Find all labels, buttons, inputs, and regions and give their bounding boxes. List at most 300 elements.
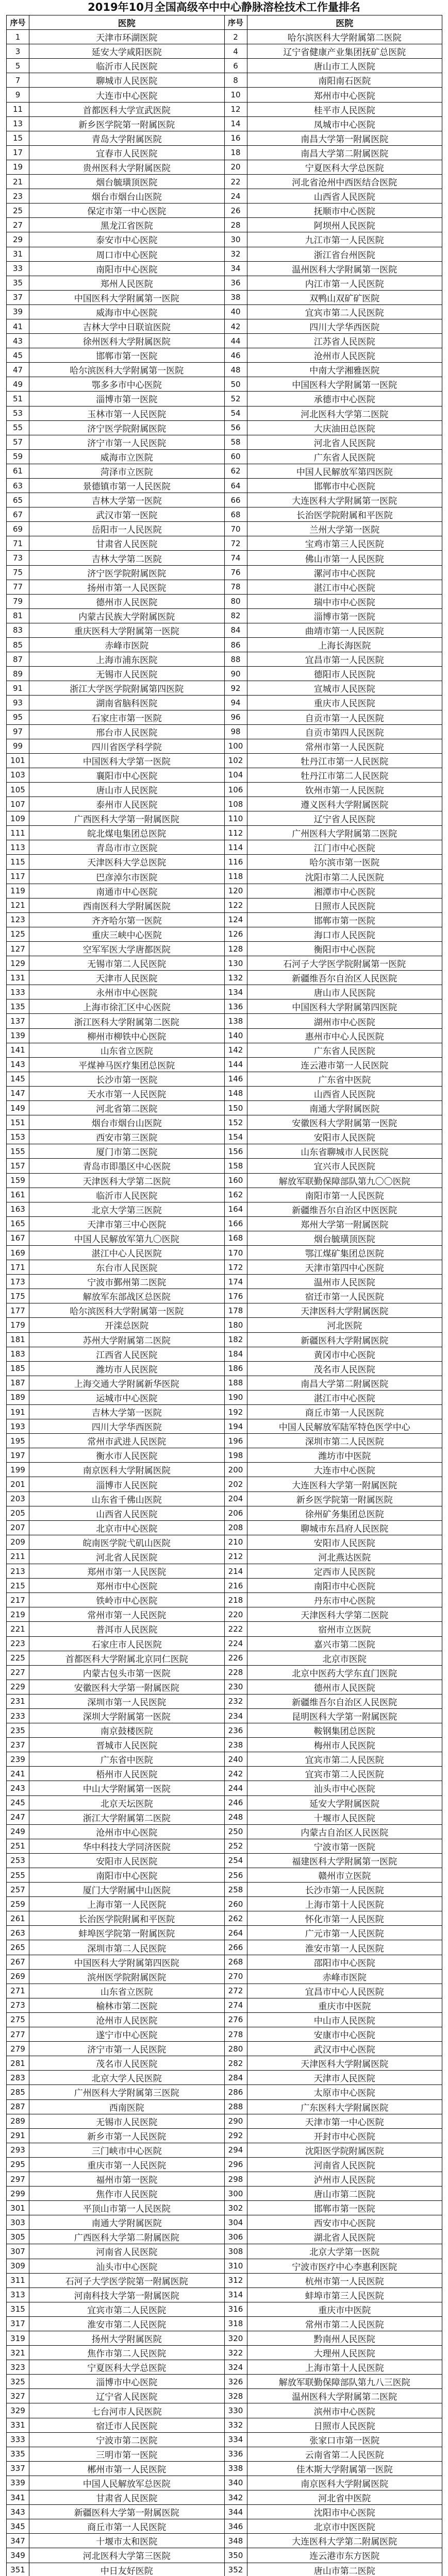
- rank-number: 290: [225, 2114, 247, 2128]
- hospital-name: 兰州大学第一医院: [247, 522, 443, 536]
- rank-number: 13: [7, 117, 29, 131]
- table-row: [7, 1202, 442, 1217]
- hospital-name: 中国医科大学附属第一医院: [29, 291, 225, 304]
- hospital-name: 威海市立医院: [29, 450, 225, 464]
- rank-number: 80: [225, 595, 247, 608]
- rank-number: 300: [225, 2187, 247, 2200]
- table-row: [7, 2158, 442, 2172]
- hospital-name: 唐山市第二医院: [247, 2563, 443, 2576]
- table-row: [7, 754, 442, 768]
- hospital-name: 赤峰市医院: [247, 1970, 443, 1984]
- hospital-name: 德州市人民医院: [247, 1680, 443, 1694]
- hospital-name: 太原市中心医院: [247, 2085, 443, 2099]
- hospital-name: 天津医科大学总医院: [29, 855, 225, 869]
- rank-number: 235: [7, 1723, 29, 1737]
- hospital-name: 上海交通大学附属新华医院: [29, 1376, 225, 1390]
- hospital-name: 齐齐哈尔第一医院: [29, 913, 225, 927]
- rank-number: 312: [225, 2274, 247, 2287]
- table-row: [7, 1926, 442, 1940]
- hospital-name: 扬州大学附属医院: [29, 2331, 225, 2345]
- rank-number: 283: [7, 2071, 29, 2084]
- rank-number: 309: [7, 2259, 29, 2273]
- table-row: [7, 942, 442, 956]
- rank-number: 1: [7, 30, 29, 44]
- rank-number: 87: [7, 652, 29, 666]
- hospital-name: 怀化市第一人民医院: [247, 1911, 443, 1925]
- table-row: [7, 826, 442, 840]
- rank-number: 344: [225, 2505, 247, 2519]
- table-row: [7, 2389, 442, 2403]
- rank-number: 21: [7, 175, 29, 189]
- hospital-name: 徐州医科大学附属医院: [29, 334, 225, 348]
- hospital-name: 临沂市人民医院: [29, 59, 225, 73]
- table-row: [7, 1564, 442, 1579]
- table-row: [7, 696, 442, 710]
- rank-number: 351: [7, 2563, 29, 2576]
- table-row: [7, 189, 442, 204]
- rank-number: 238: [225, 1738, 247, 1752]
- hospital-name: 桂平市人民医院: [247, 103, 443, 116]
- hospital-name: 浙江大学医学院附属第四医院: [29, 681, 225, 695]
- hospital-name: 长沙市第一人民医院: [247, 1883, 443, 1896]
- rank-number: 178: [225, 1303, 247, 1317]
- hospital-name: 中日友好医院: [29, 2563, 225, 2576]
- hospital-name: 普洱市人民医院: [29, 1622, 225, 1636]
- hospital-name: 保定市第一中心医院: [29, 204, 225, 217]
- table-row: [7, 739, 442, 754]
- header-no-left: 序号: [7, 15, 29, 29]
- table-row: [7, 305, 442, 319]
- rank-number: 151: [7, 1115, 29, 1129]
- hospital-name: 大连医科大学附属第一医院: [247, 493, 443, 507]
- table-row: [7, 1694, 442, 1709]
- hospital-name: 重庆医科大学附属第一医院: [29, 623, 225, 637]
- hospital-name: 常州市第一人民医院: [247, 739, 443, 753]
- table-row: [7, 2375, 442, 2389]
- rank-number: 275: [7, 2013, 29, 2027]
- hospital-name: 聊城市人民医院: [29, 73, 225, 87]
- rank-number: 36: [225, 276, 247, 290]
- hospital-name: 河北省人民医院: [29, 1550, 225, 1564]
- rank-number: 9: [7, 88, 29, 101]
- rank-number: 45: [7, 348, 29, 362]
- hospital-name: 长沙市第一医院: [29, 1072, 225, 1086]
- rank-number: 197: [7, 1448, 29, 1462]
- hospital-name: 十堰市太和医院: [29, 2534, 225, 2548]
- table-row: [7, 232, 442, 247]
- rank-number: 303: [7, 2215, 29, 2229]
- hospital-name: 泸州市人民医院: [247, 2172, 443, 2186]
- rank-number: 136: [225, 999, 247, 1013]
- table-row: [7, 392, 442, 406]
- rank-number: 221: [7, 1622, 29, 1636]
- hospital-name: 南京医科大学附属医院: [247, 2476, 443, 2490]
- rank-number: 203: [7, 1492, 29, 1506]
- rank-number: 339: [7, 2476, 29, 2490]
- rank-number: 201: [7, 1477, 29, 1491]
- hospital-name: 茂名市人民医院: [29, 2056, 225, 2070]
- rank-number: 124: [225, 913, 247, 927]
- hospital-name: 上海市第十人民医院: [247, 1897, 443, 1911]
- rank-number: 150: [225, 1101, 247, 1115]
- hospital-name: 十堰市人民医院: [247, 1810, 443, 1824]
- hospital-name: 四川大学华西医院: [247, 319, 443, 333]
- hospital-name: 无锡市人民医院: [29, 667, 225, 681]
- hospital-name: 新乡医学院第一附属医院: [247, 1492, 443, 1506]
- hospital-name: 常州市第二人民医院: [247, 2317, 443, 2331]
- table-row: [7, 1651, 442, 1666]
- header-hospital-left: 医院: [29, 15, 225, 29]
- rank-number: 139: [7, 1029, 29, 1043]
- hospital-name: 宿州市立医院: [247, 1622, 443, 1636]
- rank-number: 96: [225, 710, 247, 724]
- table-row: [7, 464, 442, 479]
- table-row: [7, 2027, 442, 2042]
- table-row: [7, 725, 442, 739]
- table-row: [7, 1955, 442, 1970]
- rank-number: 260: [225, 1897, 247, 1911]
- hospital-name: 德州市人民医院: [29, 595, 225, 608]
- rank-number: 85: [7, 638, 29, 652]
- rank-number: 81: [7, 609, 29, 623]
- table-row: [7, 2056, 442, 2071]
- table-row: [7, 262, 442, 276]
- rank-number: 28: [225, 218, 247, 232]
- table-row: [7, 1174, 442, 1188]
- hospital-name: 黔南州人民医院: [247, 2331, 443, 2345]
- rank-number: 12: [225, 103, 247, 116]
- hospital-name: 宜昌市中心人民医院: [247, 1984, 443, 1998]
- table-row: [7, 1738, 442, 1752]
- rank-number: 288: [225, 2100, 247, 2114]
- rank-number: 291: [7, 2129, 29, 2143]
- table-row: [7, 797, 442, 811]
- table-row: [7, 1144, 442, 1159]
- hospital-name: 黑龙江省医院: [29, 218, 225, 232]
- hospital-name: 焦作市第二人民医院: [29, 2346, 225, 2360]
- table-row: [7, 2143, 442, 2158]
- rank-number: 143: [7, 1058, 29, 1072]
- rank-number: 287: [7, 2100, 29, 2114]
- rank-number: 242: [225, 1767, 247, 1781]
- rank-number: 172: [225, 1260, 247, 1274]
- hospital-name: 广东省人民医院: [247, 1043, 443, 1057]
- hospital-name: 新疆医科大学第一附属医院: [29, 2505, 225, 2519]
- table-row: [7, 2288, 442, 2302]
- hospital-name: 南阳南石医院: [247, 73, 443, 87]
- rank-number: 311: [7, 2274, 29, 2287]
- rank-number: 179: [7, 1318, 29, 1332]
- rank-number: 229: [7, 1680, 29, 1694]
- hospital-name: 邯郸市第一医院: [247, 913, 443, 927]
- rank-number: 26: [225, 204, 247, 217]
- hospital-name: 滨州市中心医院: [247, 2403, 443, 2417]
- hospital-name: 江苏省人民医院: [247, 334, 443, 348]
- hospital-name: 连云港市东方医院: [247, 2548, 443, 2562]
- rank-number: 237: [7, 1738, 29, 1752]
- table-row: [7, 1246, 442, 1260]
- rank-number: 127: [7, 942, 29, 956]
- hospital-name: 安徽医科大学第一附属医院: [29, 1680, 225, 1694]
- table-row: [7, 117, 442, 131]
- hospital-name: 汕头市中心医院: [247, 1781, 443, 1795]
- rank-number: 345: [7, 2519, 29, 2533]
- hospital-name: 安阳市人民医院: [247, 1130, 443, 1144]
- table-row: [7, 1868, 442, 1883]
- table-row: [7, 1521, 442, 1535]
- table-row: [7, 1839, 442, 1854]
- hospital-name: 滨州医学院附属医院: [29, 1970, 225, 1984]
- rank-number: 167: [7, 1231, 29, 1245]
- table-row: [7, 1781, 442, 1795]
- rank-number: 206: [225, 1506, 247, 1520]
- rank-number: 202: [225, 1477, 247, 1491]
- hospital-name: 邢台市人民医院: [29, 725, 225, 739]
- hospital-name: 邯郸市第一医院: [247, 2201, 443, 2215]
- hospital-name: 四川大学华西医院: [29, 1419, 225, 1433]
- table-row: [7, 710, 442, 725]
- rank-number: 10: [225, 88, 247, 101]
- rank-number: 114: [225, 840, 247, 854]
- hospital-name: 昆明医科大学第一附属医院: [247, 1709, 443, 1723]
- rank-number: 157: [7, 1159, 29, 1173]
- hospital-name: 宜宾市第二人民医院: [29, 2302, 225, 2316]
- rank-number: 48: [225, 363, 247, 377]
- table-row: [7, 1303, 442, 1318]
- hospital-name: 梧州市人民医院: [29, 1767, 225, 1781]
- table-row: [7, 348, 442, 363]
- hospital-name: 重庆市中医院: [247, 1998, 443, 2012]
- hospital-name: 石河子大学医学院附属第一医院: [247, 956, 443, 970]
- rank-number: 332: [225, 2418, 247, 2432]
- rank-number: 134: [225, 985, 247, 999]
- table-row: [7, 247, 442, 262]
- hospital-name: 内江市第一人民医院: [247, 276, 443, 290]
- hospital-name: 岳阳市一人民医院: [29, 522, 225, 536]
- hospital-name: 常州市第一人民医院: [29, 1607, 225, 1621]
- rank-number: 165: [7, 1217, 29, 1231]
- rank-number: 264: [225, 1926, 247, 1940]
- rank-number: 30: [225, 232, 247, 246]
- hospital-name: 聊城市东昌府人民医院: [247, 1521, 443, 1535]
- ranking-table: [6, 15, 442, 2576]
- hospital-name: 郑州人民医院: [29, 276, 225, 290]
- hospital-name: 首都医科大学附属北京同仁医院: [29, 1651, 225, 1665]
- hospital-name: 广东省中医院: [247, 1072, 443, 1086]
- hospital-name: 中国医科大学附属第一医院: [247, 377, 443, 391]
- table-row: [7, 2447, 442, 2462]
- hospital-name: 宿迁市第一人民医院: [247, 1289, 443, 1303]
- hospital-name: 新乡市第一人民医院: [29, 2129, 225, 2143]
- hospital-name: 吉林大学中日联谊医院: [29, 319, 225, 333]
- rank-number: 140: [225, 1029, 247, 1043]
- rank-number: 44: [225, 334, 247, 348]
- rank-number: 306: [225, 2230, 247, 2244]
- table-row: [7, 956, 442, 971]
- table-row: [7, 536, 442, 551]
- rank-number: 205: [7, 1506, 29, 1520]
- table-row: [7, 479, 442, 493]
- hospital-name: 沧州市人民医院: [29, 2013, 225, 2027]
- rank-number: 297: [7, 2172, 29, 2186]
- hospital-name: 扬州市第一人民医院: [29, 580, 225, 594]
- hospital-name: 张家口市第一医院: [247, 2433, 443, 2447]
- hospital-name: 新疆医科大学附属医院: [247, 1333, 443, 1347]
- hospital-name: 河北省人民医院: [247, 435, 443, 449]
- table-row: [7, 2548, 442, 2563]
- hospital-name: 沧州市人民医院: [247, 348, 443, 362]
- rank-number: 117: [7, 870, 29, 884]
- hospital-name: 贵州医科大学附属医院: [29, 160, 225, 174]
- hospital-name: 烟台市烟台山医院: [29, 1115, 225, 1129]
- rank-number: 176: [225, 1289, 247, 1303]
- rank-number: 142: [225, 1043, 247, 1057]
- table-row: [7, 30, 442, 44]
- hospital-name: 鞍钢集团总医院: [247, 1723, 443, 1737]
- rank-number: 164: [225, 1202, 247, 1216]
- table-row: [7, 1072, 442, 1087]
- rank-number: 207: [7, 1521, 29, 1535]
- hospital-name: 中国人民解放军总医院: [29, 2476, 225, 2490]
- rank-number: 121: [7, 899, 29, 912]
- rank-number: 222: [225, 1622, 247, 1636]
- table-row: [7, 2433, 442, 2447]
- table-row: [7, 927, 442, 942]
- rank-number: 316: [225, 2302, 247, 2316]
- rank-number: 296: [225, 2158, 247, 2172]
- rank-number: 337: [7, 2462, 29, 2476]
- rank-number: 190: [225, 1391, 247, 1404]
- rank-number: 100: [225, 739, 247, 753]
- table-row: [7, 1362, 442, 1376]
- hospital-name: 茂名市人民医院: [247, 1362, 443, 1376]
- hospital-name: 济宁市第一人民医院: [29, 2042, 225, 2056]
- hospital-name: 延安大学咸阳医院: [29, 44, 225, 58]
- hospital-name: 温州医科大学附属第二医院: [247, 2389, 443, 2403]
- hospital-name: 甘肃省人民医院: [29, 2490, 225, 2504]
- rank-number: 118: [225, 870, 247, 884]
- hospital-name: 黄冈市中心医院: [247, 1347, 443, 1361]
- hospital-name: 无锡市人民医院: [29, 2114, 225, 2128]
- rank-number: 239: [7, 1752, 29, 1766]
- hospital-name: 沧州市中心医院: [29, 1825, 225, 1839]
- rank-number: 285: [7, 2085, 29, 2099]
- hospital-name: 遂宁市中心医院: [29, 2027, 225, 2041]
- rank-number: 324: [225, 2360, 247, 2374]
- hospital-name: 潍坊市中医院: [247, 1448, 443, 1462]
- rank-number: 166: [225, 1217, 247, 1231]
- hospital-name: 宜宾市第二人民医院: [247, 305, 443, 319]
- table-row: [7, 73, 442, 88]
- table-row: [7, 1058, 442, 1072]
- table-row: [7, 1043, 442, 1058]
- table-row: [7, 377, 442, 392]
- hospital-name: 梅州市人民医院: [247, 1738, 443, 1752]
- hospital-name: 宜昌市第一人民医院: [247, 652, 443, 666]
- hospital-name: 宝鸡市第三人民医院: [247, 536, 443, 550]
- table-row: [7, 1318, 442, 1332]
- hospital-name: 吉林大学第一医院: [29, 1405, 225, 1419]
- table-row: [7, 1825, 442, 1839]
- table-row: [7, 44, 442, 59]
- rank-number: 263: [7, 1926, 29, 1940]
- rank-number: 342: [225, 2490, 247, 2504]
- rank-number: 51: [7, 392, 29, 405]
- table-row: [7, 1593, 442, 1607]
- rank-number: 258: [225, 1883, 247, 1896]
- rank-number: 223: [7, 1637, 29, 1651]
- rank-number: 82: [225, 609, 247, 623]
- rank-number: 220: [225, 1607, 247, 1621]
- rank-number: 147: [7, 1087, 29, 1100]
- rank-number: 254: [225, 1854, 247, 1868]
- hospital-name: 开滦总医院: [29, 1318, 225, 1332]
- rank-number: 352: [225, 2563, 247, 2576]
- table-row: [7, 1376, 442, 1391]
- rank-number: 193: [7, 1419, 29, 1433]
- hospital-name: 辽宁省人民医院: [247, 811, 443, 825]
- table-row: [7, 175, 442, 189]
- rank-number: 22: [225, 175, 247, 189]
- table-row: [7, 2230, 442, 2244]
- rank-number: 2: [225, 30, 247, 44]
- hospital-name: 天津医科大学附属医院: [247, 1303, 443, 1317]
- rank-number: 31: [7, 247, 29, 261]
- table-row: [7, 1130, 442, 1144]
- hospital-name: 大连市中心医院: [29, 88, 225, 101]
- hospital-name: 中国医科大学附属第四医院: [247, 999, 443, 1013]
- rank-number: 350: [225, 2548, 247, 2562]
- rank-number: 15: [7, 131, 29, 145]
- rank-number: 65: [7, 493, 29, 507]
- table-row: [7, 146, 442, 160]
- rank-number: 185: [7, 1362, 29, 1376]
- hospital-name: 皖南医学院弋矶山医院: [29, 1535, 225, 1549]
- rank-number: 272: [225, 1984, 247, 1998]
- hospital-name: 巴彦淖尔市医院: [29, 870, 225, 884]
- rank-number: 336: [225, 2447, 247, 2461]
- hospital-name: 嘉兴市第二医院: [247, 1637, 443, 1651]
- hospital-name: 湛江市中心医院: [247, 1391, 443, 1404]
- table-row: [7, 2187, 442, 2201]
- rank-number: 78: [225, 580, 247, 594]
- rank-number: 326: [225, 2375, 247, 2388]
- hospital-name: 周口市中心医院: [29, 247, 225, 261]
- rank-number: 73: [7, 551, 29, 565]
- rank-number: 115: [7, 855, 29, 869]
- hospital-name: 宁波市鄞州第二医院: [29, 1275, 225, 1289]
- hospital-name: 济宁医学院附属医院: [29, 566, 225, 580]
- rank-number: 173: [7, 1275, 29, 1289]
- hospital-name: 厦门大学附属中山医院: [29, 1883, 225, 1896]
- rank-number: 6: [225, 59, 247, 73]
- rank-number: 341: [7, 2490, 29, 2504]
- table-row: [7, 1940, 442, 1955]
- rank-number: 294: [225, 2143, 247, 2157]
- rank-number: 277: [7, 2027, 29, 2041]
- rank-number: 228: [225, 1666, 247, 1680]
- hospital-name: 内蒙古民族大学附属医院: [29, 609, 225, 623]
- rank-number: 52: [225, 392, 247, 405]
- rank-number: 99: [7, 739, 29, 753]
- hospital-name: 宜兴市人民医院: [247, 1159, 443, 1173]
- rank-number: 257: [7, 1883, 29, 1896]
- hospital-name: 新疆维吾尔自治区人民医院: [247, 1694, 443, 1708]
- hospital-name: 华中科技大学同济医院: [29, 1839, 225, 1853]
- hospital-name: 广州医科大学附属第三医院: [29, 2085, 225, 2099]
- rank-number: 271: [7, 1984, 29, 1998]
- rank-number: 262: [225, 1911, 247, 1925]
